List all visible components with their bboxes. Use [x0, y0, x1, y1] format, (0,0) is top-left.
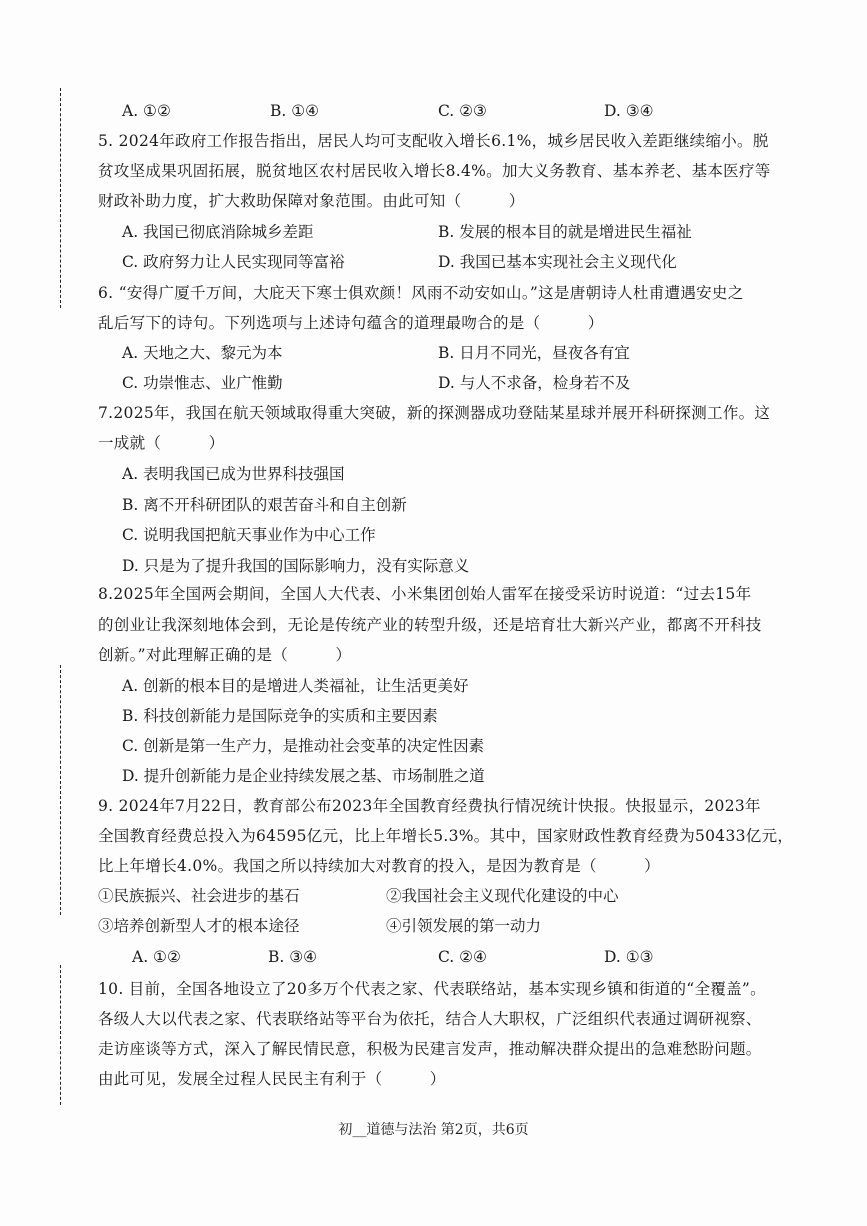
q6-stem-line: 6. “安得广厦千万间，大庇天下寒士俱欢颜！风雨不动安如山。”这是唐朝诗人杜甫遭遇安史之 — [98, 284, 744, 302]
q6-option-d: D. 与人不求备，检身若不及 — [438, 374, 631, 392]
q10-stem-line: 各级人大以代表之家、代表联络站等平台为依托，结合人大职权，广泛组织代表通过调研视察、 — [98, 1010, 762, 1028]
q9-item-4: ④引领发展的第一动力 — [386, 917, 542, 935]
q5-stem-line: 5. 2024年政府工作报告指出，居民人均可支配收入增长6.1%，城乡居民收入差距继续缩小。脱 — [98, 132, 769, 150]
q8-option-d: D. 提升创新能力是企业持续发展之基、市场制胜之道 — [122, 767, 485, 785]
q7-option-b: B. 离不开科研团队的艰苦奋斗和自主创新 — [122, 496, 407, 514]
page-footer: 初__道德与法治 第2页，共6页 — [338, 1122, 529, 1138]
q10-stem-line: 10. 目前，全国各地设立了20多万个代表之家、代表联络站，基本实现乡镇和街道的“全覆盖”。 — [98, 980, 766, 998]
q6-option-c: C. 功崇惟志、业广惟勤 — [122, 374, 283, 392]
q5-option-d: D. 我国已基本实现社会主义现代化 — [438, 253, 677, 271]
q8-option-a: A. 创新的根本目的是增进人类福祉，让生活更美好 — [122, 677, 469, 695]
q8-stem-line: 的创业让我深刻地体会到，无论是传统产业的转型升级，还是培育壮大新兴产业，都离不开科技 — [98, 616, 762, 634]
q5-stem-line: 贫攻坚成果巩固拓展，脱贫地区农村居民收入增长8.4%。加大义务教育、基本养老、基本医疗等 — [98, 162, 771, 180]
q9-item-3: ③培养创新型人才的根本途径 — [98, 917, 300, 935]
q6-stem-line: 乱后写下的诗句。下列选项与上述诗句蕴含的道理最吻合的是（ ） — [98, 314, 604, 332]
q9-stem-line: 9. 2024年7月22日，教育部公布2023年全国教育经费执行情况统计快报。快报显示，2023年 — [98, 797, 761, 815]
q9-item-2: ②我国社会主义现代化建设的中心 — [386, 887, 619, 905]
q6-option-a: A. 天地之大、黎元为本 — [122, 344, 283, 362]
binding-margin-line — [60, 965, 61, 1105]
q4-option-a: A. ①② — [122, 102, 171, 120]
q9-stem-line: 全国教育经费总投入为64595亿元，比上年增长5.3%。其中，国家财政性教育经费为50433亿元， — [98, 827, 794, 845]
q5-stem-line: 财政补助力度，扩大救助保障对象范围。由此可知（ ） — [98, 192, 525, 210]
q9-option-b: B. ③④ — [268, 948, 318, 966]
q4-option-b: B. ①④ — [270, 102, 320, 120]
q8-stem-line: 创新。”对此理解正确的是（ ） — [98, 646, 352, 664]
binding-margin-line — [60, 88, 61, 308]
binding-margin-line — [60, 665, 61, 915]
q4-option-d: D. ③④ — [604, 102, 654, 120]
q9-stem-line: 比上年增长4.0%。我国之所以持续加大对教育的投入，是因为教育是（ ） — [98, 857, 660, 875]
q8-stem-line: 8.2025年全国两会期间，全国人大代表、小米集团创始人雷军在接受采访时说道：“过去15年 — [98, 585, 752, 603]
q9-option-d: D. ①③ — [604, 948, 654, 966]
q8-option-c: C. 创新是第一生产力，是推动社会变革的决定性因素 — [122, 737, 485, 755]
q8-option-b: B. 科技创新能力是国际竞争的实质和主要因素 — [122, 707, 438, 725]
q6-option-b: B. 日月不同光，昼夜各有宜 — [438, 344, 630, 362]
q9-item-1: ①民族振兴、社会进步的基石 — [98, 887, 300, 905]
q5-option-c: C. 政府努力让人民实现同等富裕 — [122, 253, 345, 271]
q7-option-c: C. 说明我国把航天事业作为中心工作 — [122, 526, 376, 544]
q7-stem-line: 7.2025年，我国在航天领域取得重大突破，新的探测器成功登陆某星球并展开科研探测工作。这 — [98, 404, 771, 422]
q9-option-a: A. ①② — [132, 948, 181, 966]
q10-stem-line: 走访座谈等方式，深入了解民情民意，积极为民建言发声，推动解决群众提出的急难愁盼问题。 — [98, 1040, 762, 1058]
q7-stem-line: 一成就（ ） — [98, 434, 225, 452]
q10-stem-line: 由此可见，发展全过程人民民主有利于（ ） — [98, 1070, 446, 1088]
q5-option-a: A. 我国已彻底消除城乡差距 — [122, 223, 314, 241]
q9-option-c: C. ②④ — [438, 948, 487, 966]
q7-option-a: A. 表明我国已成为世界科技强国 — [122, 465, 345, 483]
q4-option-c: C. ②③ — [438, 102, 487, 120]
q5-option-b: B. 发展的根本目的就是增进民生福祉 — [438, 223, 692, 241]
q7-option-d: D. 只是为了提升我国的国际影响力，没有实际意义 — [122, 557, 470, 575]
